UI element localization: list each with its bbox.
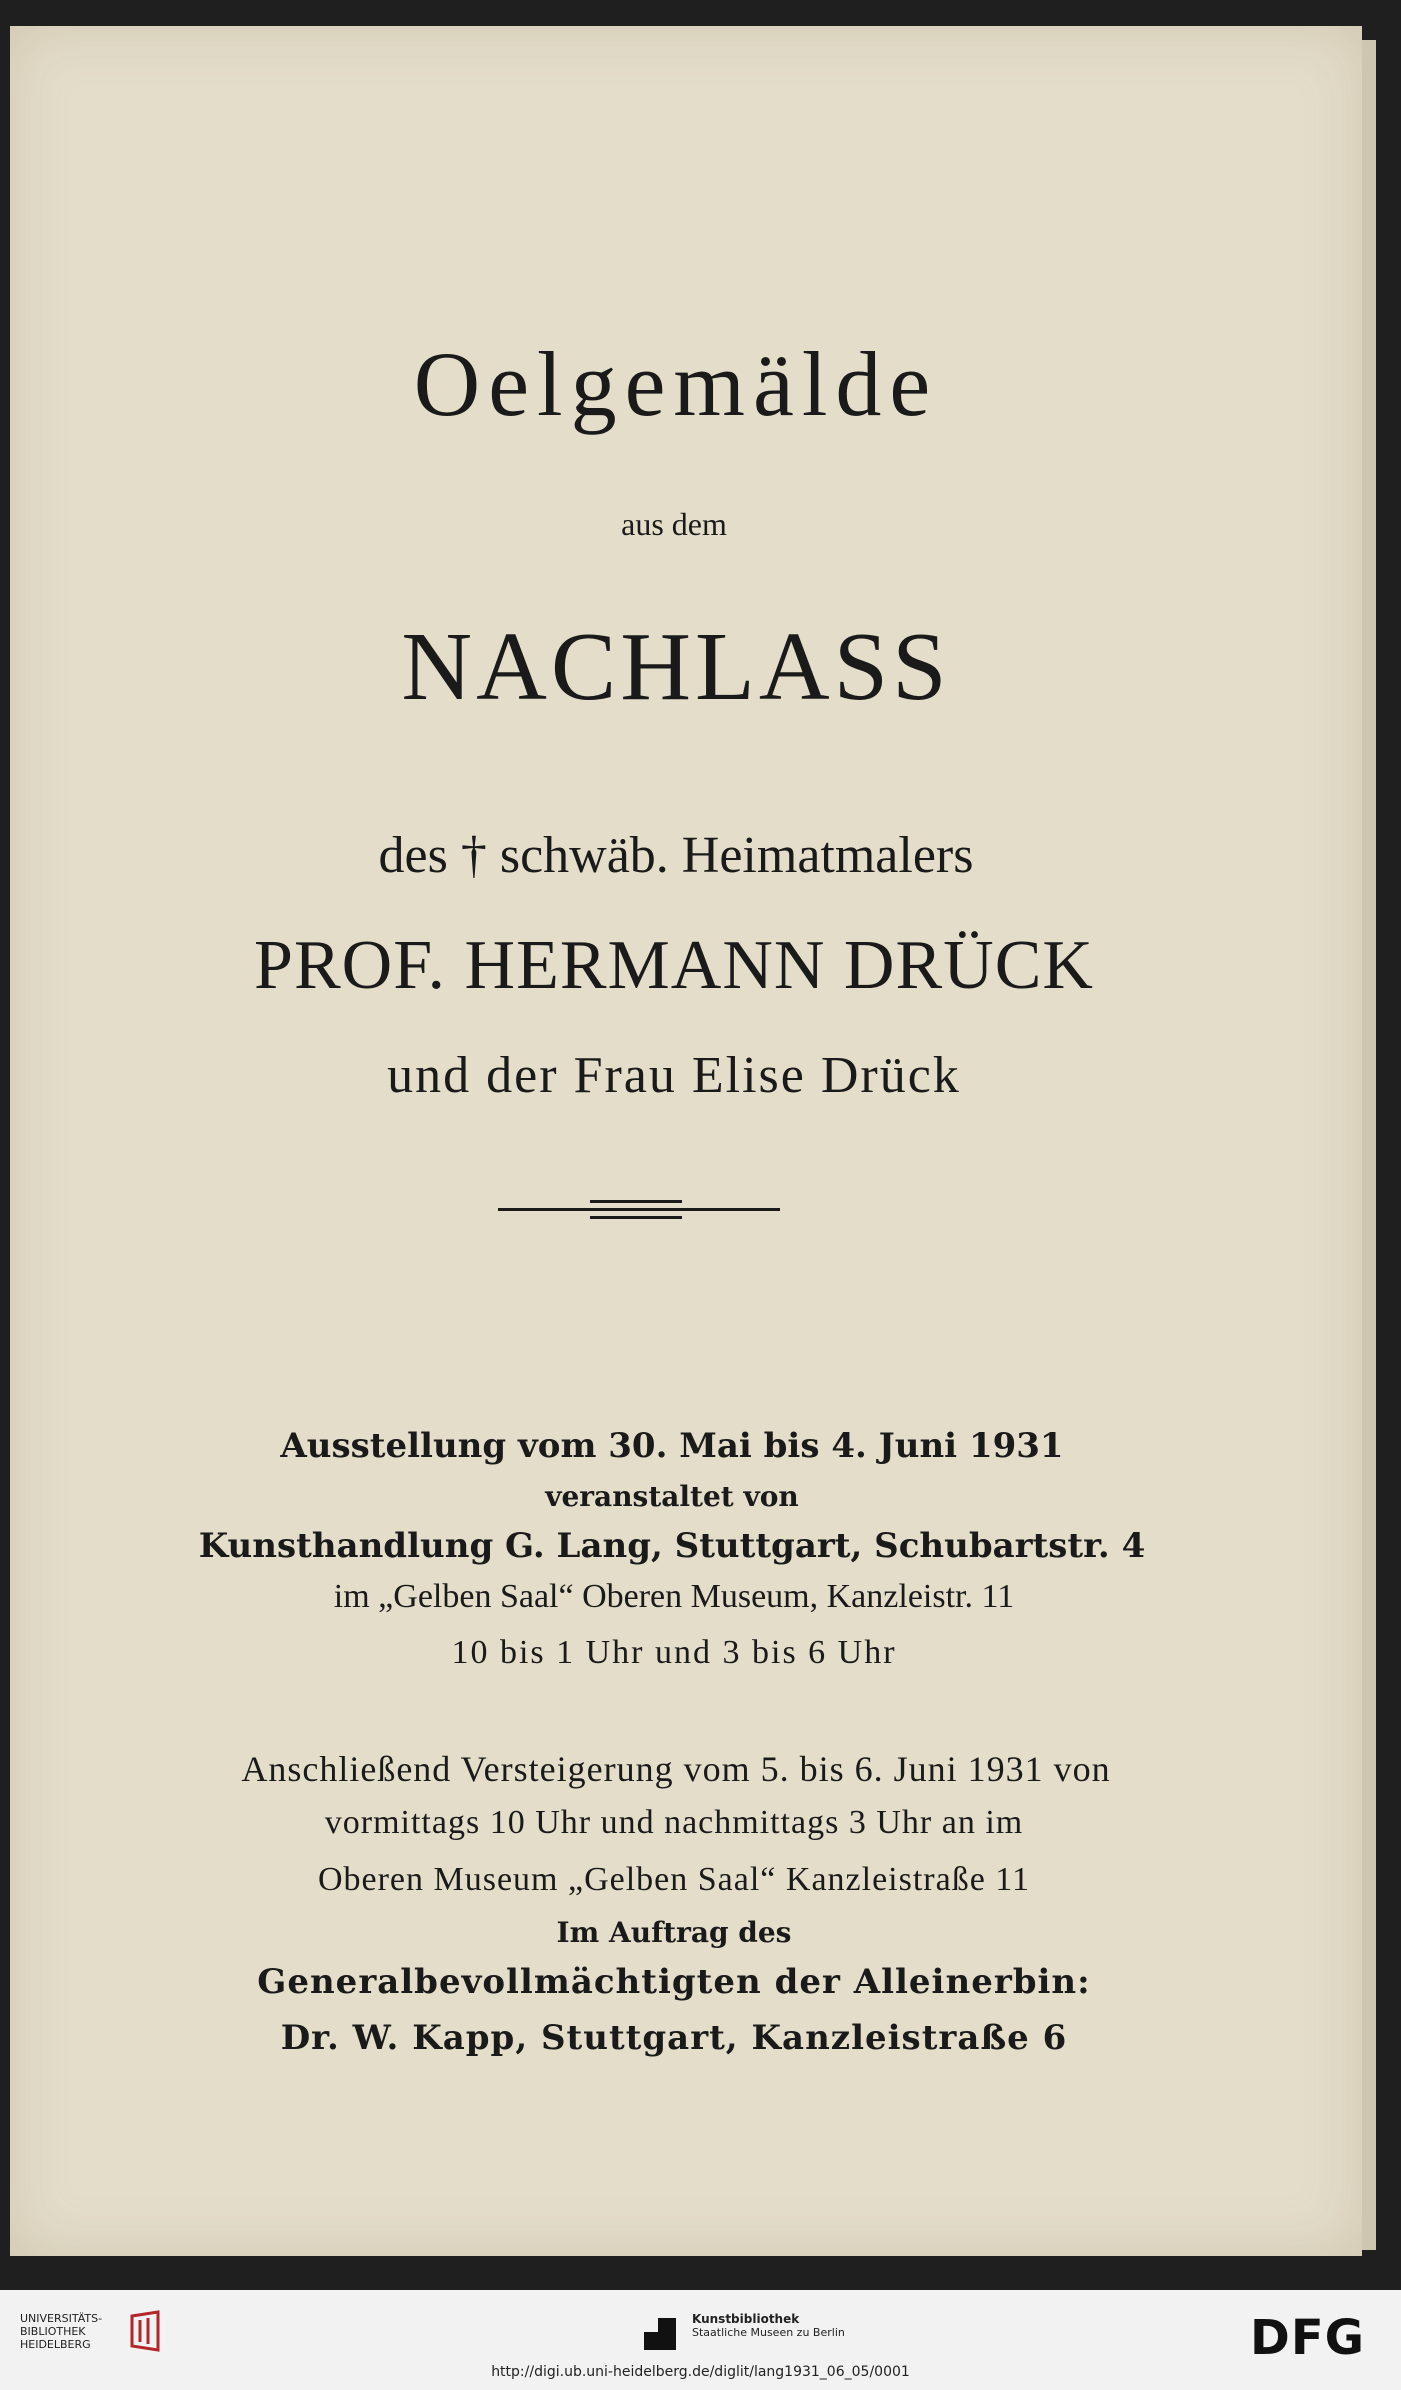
heading-nachlass: NACHLASS — [401, 613, 951, 721]
auction-line-2: vormittags 10 Uhr und nachmittags 3 Uhr an im — [324, 1804, 1024, 1841]
ornamental-rule — [498, 1196, 780, 1224]
venue-line: im „Gelben Saal“ Oberen Museum, Kanzleistr. 11 — [333, 1578, 1015, 1615]
opening-hours: 10 bis 1 Uhr und 3 bis 6 Uhr — [451, 1634, 897, 1671]
page-title: Oelgemälde — [413, 333, 939, 435]
dfg-logo[interactable]: DFG — [1250, 2310, 1366, 2366]
page-edge — [1362, 40, 1376, 2250]
kunstbibliothek-logo-icon[interactable] — [640, 2314, 680, 2354]
catalog-page — [10, 26, 1362, 2256]
auction-line-3: Oberen Museum „Gelben Saal“ Kanzleistraße 11 — [317, 1861, 1031, 1898]
co-owner-line: und der Frau Elise Drück — [387, 1047, 961, 1104]
gallery-address: Kunsthandlung G. Lang, Stuttgart, Schubartstr. 4 — [198, 1526, 1146, 1566]
subtitle-aus-dem: aus dem — [621, 506, 727, 542]
agent-name: Dr. W. Kapp, Stuttgart, Kanzleistraße 6 — [280, 2018, 1068, 2058]
uni-heidelberg-logo[interactable]: UNIVERSITÄTS- BIBLIOTHEK HEIDELBERG — [20, 2312, 103, 2351]
painter-description: des † schwäb. Heimatmalers — [378, 827, 974, 884]
exhibition-dates: Ausstellung vom 30. Mai bis 4. Juni 1931 — [280, 1426, 1064, 1466]
viewer-footer — [0, 2290, 1401, 2390]
kunstbibliothek-label: Kunstbibliothek Staatliche Museen zu Berlin — [692, 2312, 845, 2339]
permalink-url[interactable]: http://digi.ub.uni-heidelberg.de/diglit/lang1931_06_05/0001 — [491, 2364, 910, 2380]
commission-line: Im Auftrag des — [556, 1916, 792, 1949]
organized-by: veranstaltet von — [545, 1480, 799, 1513]
agent-line: Generalbevollmächtigten der Alleinerbin: — [257, 1962, 1091, 2002]
painter-name: PROF. HERMANN DRÜCK — [254, 927, 1094, 1004]
auction-line-1: Anschließend Versteigerung vom 5. bis 6. Juni 1931 von — [241, 1749, 1111, 1789]
uni-heidelberg-mark-icon — [128, 2310, 164, 2354]
